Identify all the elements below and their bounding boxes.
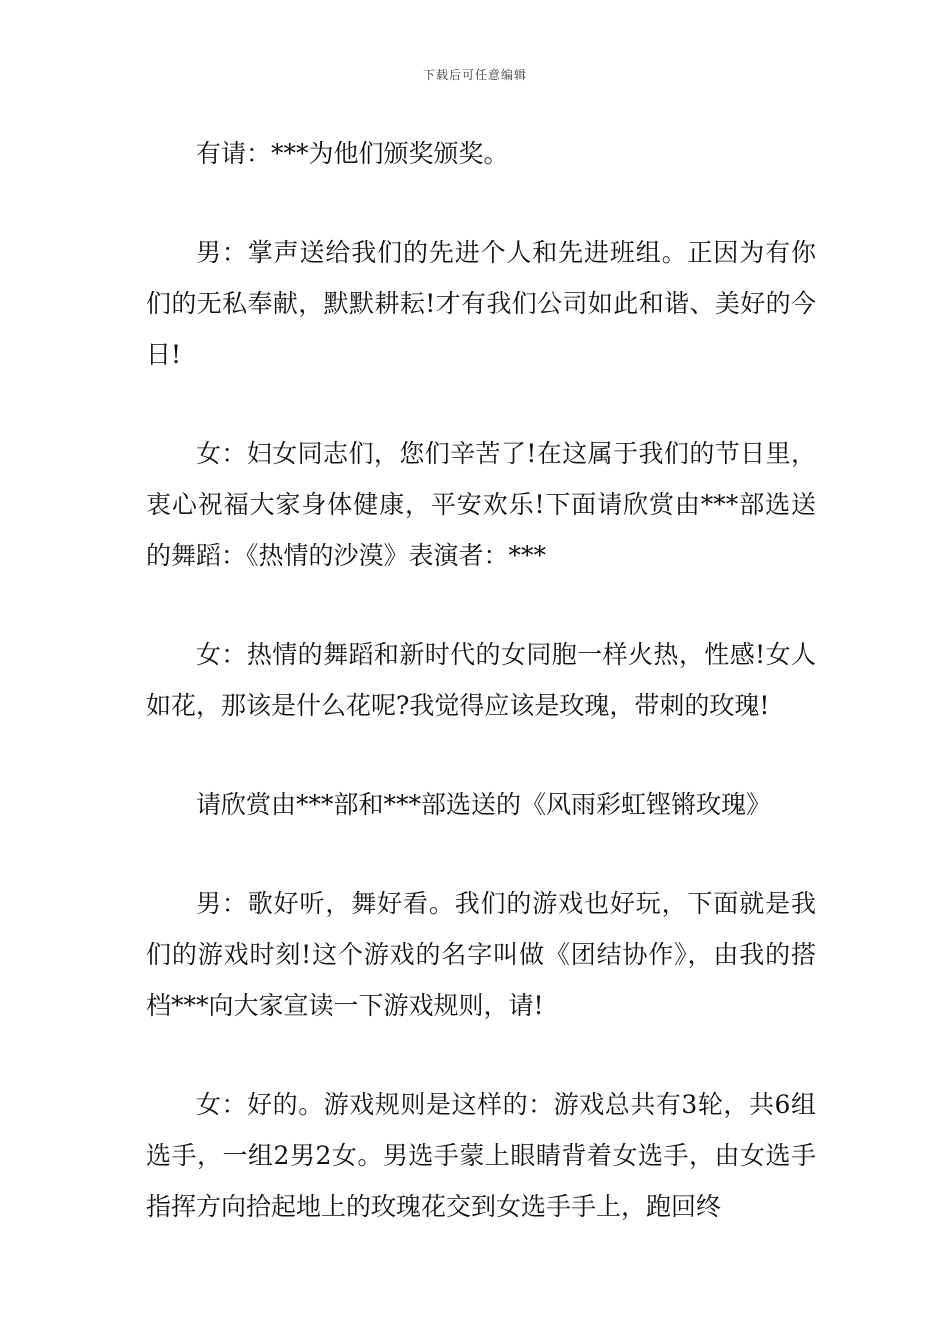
paragraph-female-rules: 女：好的。游戏规则是这样的：游戏总共有3轮，共6组选手，一组2男2女。男选手蒙上眼睛背着女选手，由女选手指挥方向拾起地上的玫瑰花交到女选手手上，跑回终 <box>146 1090 816 1221</box>
paragraph-award: 有请：***为他们颁奖颁奖。 <box>196 139 509 168</box>
paragraph-male-applause: 男：掌声送给我们的先进个人和先进班组。正因为有你们的无私奉献，默默耕耘!才有我们公司如此和谐、美好的今日! <box>146 238 816 369</box>
paragraph-program-intro: 请欣赏由***部和***部选送的《风雨彩虹铿锵玫瑰》 <box>196 790 772 819</box>
page-header: 下载后可任意编辑 <box>422 68 527 82</box>
paragraph-female-greeting: 女：妇女同志们，您们辛苦了!在这属于我们的节日里，衷心祝福大家身体健康，平安欢乐!下面请欣赏由***部选送的舞蹈：《热情的沙漠》表演者：*** <box>146 439 816 570</box>
paragraph-female-rose: 女：热情的舞蹈和新时代的女同胞一样火热，性感!女人如花，那该是什么花呢?我觉得应该是玫瑰，带刺的玫瑰! <box>146 640 816 720</box>
paragraph-male-game: 男：歌好听，舞好看。我们的游戏也好玩，下面就是我们的游戏时刻!这个游戏的名字叫做《团结协作》，由我的搭档***向大家宣读一下游戏规则，请! <box>146 889 816 1020</box>
document-body <box>146 128 816 1280</box>
